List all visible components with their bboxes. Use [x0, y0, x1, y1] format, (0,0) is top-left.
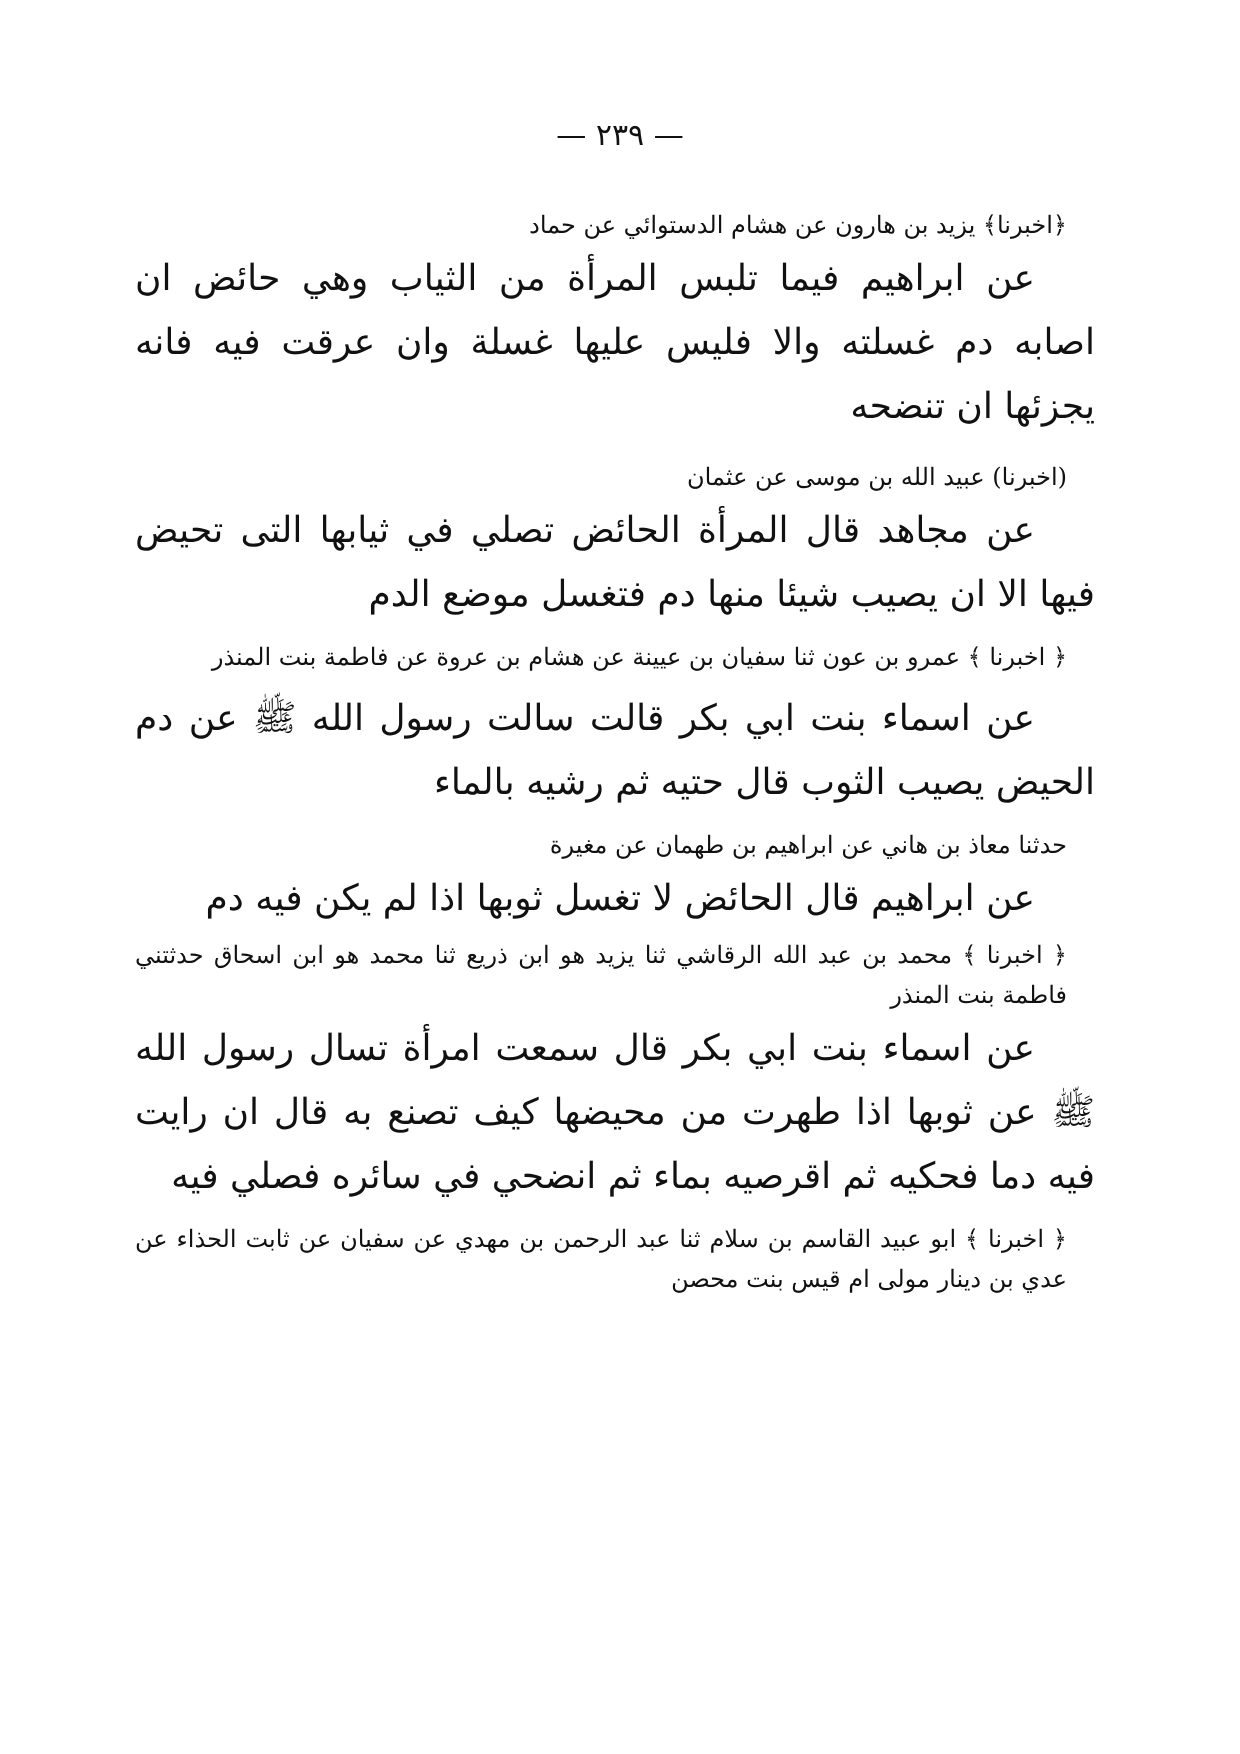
hadith-text-block [135, 205, 1095, 1299]
isnad-line: ﴿ اخبرنا ﴾ عمرو بن عون ثنا سفيان بن عيينة عن هشام بن عروة عن فاطمة بنت المنذر [211, 643, 1067, 671]
matn-paragraph: عن ابراهيم قال الحائض لا تغسل ثوبها اذا لم يكن فيه دم [205, 878, 1035, 919]
matn-paragraph: عن اسماء بنت ابي بكر قال سمعت امرأة تسال رسول الله ﷺ عن ثوبها اذا طهرت من محيضها كيف تصنع به قال ان رايت فيه دما فحكيه ثم اقرصيه بماء ثم انضحي في سائره فصلي فيه [135, 1028, 1095, 1197]
isnad-line: ﴿ اخبرنا ﴾ ابو عبيد القاسم بن سلام ثنا عبد الرحمن بن مهدي عن سفيان عن ثابت الحذاء عن عدي بن دينار مولى ام قيس بنت محصن [135, 1225, 1067, 1293]
matn-paragraph: عن مجاهد قال المرأة الحائض تصلي في ثيابها التى تحيض فيها الا ان يصيب شيئا منها دم فتغسل موضع الدم [135, 510, 1095, 615]
matn-paragraph: عن اسماء بنت ابي بكر قالت سالت رسول الله ﷺ عن دم الحيض يصيب الثوب قال حتيه ثم رشيه بالماء [135, 698, 1095, 803]
page-number: — ٢٣٩ — [556, 118, 684, 153]
isnad-line: ﴿اخبرنا﴾ يزيد بن هارون عن هشام الدستوائي عن حماد [529, 211, 1067, 239]
isnad-line: حدثنا معاذ بن هاني عن ابراهيم بن طهمان عن مغيرة [549, 831, 1067, 859]
isnad-line: (اخبرنا) عبيد الله بن موسى عن عثمان [687, 463, 1067, 491]
isnad-line: ﴿ اخبرنا ﴾ محمد بن عبد الله الرقاشي ثنا يزيد هو ابن ذريع ثنا محمد هو ابن اسحاق حدثتني فاطمة بنت المنذر [135, 941, 1067, 1009]
matn-paragraph: عن ابراهيم فيما تلبس المرأة من الثياب وهي حائض ان اصابه دم غسلته والا فليس عليها غسلة وان عرقت فيه فانه يجزئها ان تنضحه [135, 258, 1095, 427]
